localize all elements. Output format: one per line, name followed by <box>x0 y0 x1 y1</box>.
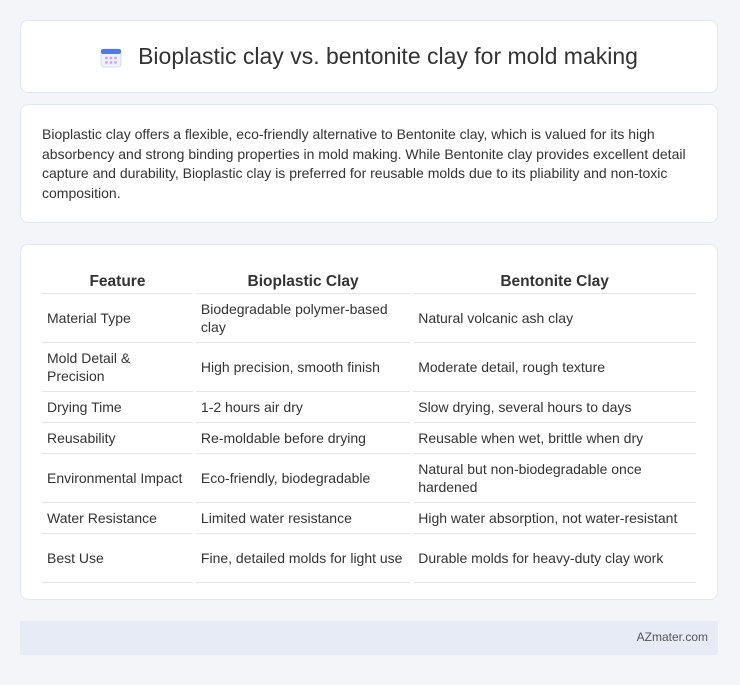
feature-cell: Environmental Impact <box>42 454 193 503</box>
table-row <box>42 392 696 423</box>
footer-brand[interactable]: AZmater.com <box>636 630 708 644</box>
bentonite-cell: Natural but non-biodegradable once hardened <box>413 454 696 503</box>
table-row <box>42 534 696 583</box>
intro-card <box>20 104 718 223</box>
bentonite-cell: Moderate detail, rough texture <box>413 343 696 392</box>
bioplastic-cell: Biodegradable polymer-based clay <box>196 294 410 343</box>
bioplastic-cell: High precision, smooth finish <box>196 343 410 392</box>
calendar-icon <box>100 46 122 68</box>
bentonite-cell: Natural volcanic ash clay <box>413 294 696 343</box>
feature-cell: Material Type <box>42 294 193 343</box>
bentonite-cell: High water absorption, not water-resistant <box>413 503 696 534</box>
header-bioplastic: Bioplastic Clay <box>196 265 410 294</box>
feature-cell: Best Use <box>42 534 193 583</box>
bentonite-cell: Slow drying, several hours to days <box>413 392 696 423</box>
bioplastic-cell: Re-moldable before drying <box>196 423 410 454</box>
table-row <box>42 454 696 503</box>
table-row <box>42 294 696 343</box>
comparison-card <box>20 244 718 600</box>
footer-bar <box>20 621 718 655</box>
table-row <box>42 503 696 534</box>
feature-cell: Mold Detail & Precision <box>42 343 193 392</box>
table-row <box>42 343 696 392</box>
feature-cell: Water Resistance <box>42 503 193 534</box>
table-header-row <box>42 265 696 294</box>
header-bentonite: Bentonite Clay <box>413 265 696 294</box>
bentonite-cell: Reusable when wet, brittle when dry <box>413 423 696 454</box>
bioplastic-cell: Eco-friendly, biodegradable <box>196 454 410 503</box>
header-card <box>20 20 718 93</box>
table-row <box>42 423 696 454</box>
intro-text: Bioplastic clay offers a flexible, eco-friendly alternative to Bentonite clay, which is valued for its high absorbency and strong binding properties in mold making. While Bentonite clay provides excellent detail capture and durability, Bioplastic clay is preferred for reusable molds due to its pliability and non-toxic composition. <box>42 126 686 201</box>
bentonite-cell: Durable molds for heavy-duty clay work <box>413 534 696 583</box>
bioplastic-cell: Limited water resistance <box>196 503 410 534</box>
comparison-table <box>39 265 699 583</box>
header-feature: Feature <box>42 265 193 294</box>
page-title: Bioplastic clay vs. bentonite clay for mold making <box>138 43 638 69</box>
bioplastic-cell: 1-2 hours air dry <box>196 392 410 423</box>
feature-cell: Reusability <box>42 423 193 454</box>
bioplastic-cell: Fine, detailed molds for light use <box>196 534 410 583</box>
feature-cell: Drying Time <box>42 392 193 423</box>
